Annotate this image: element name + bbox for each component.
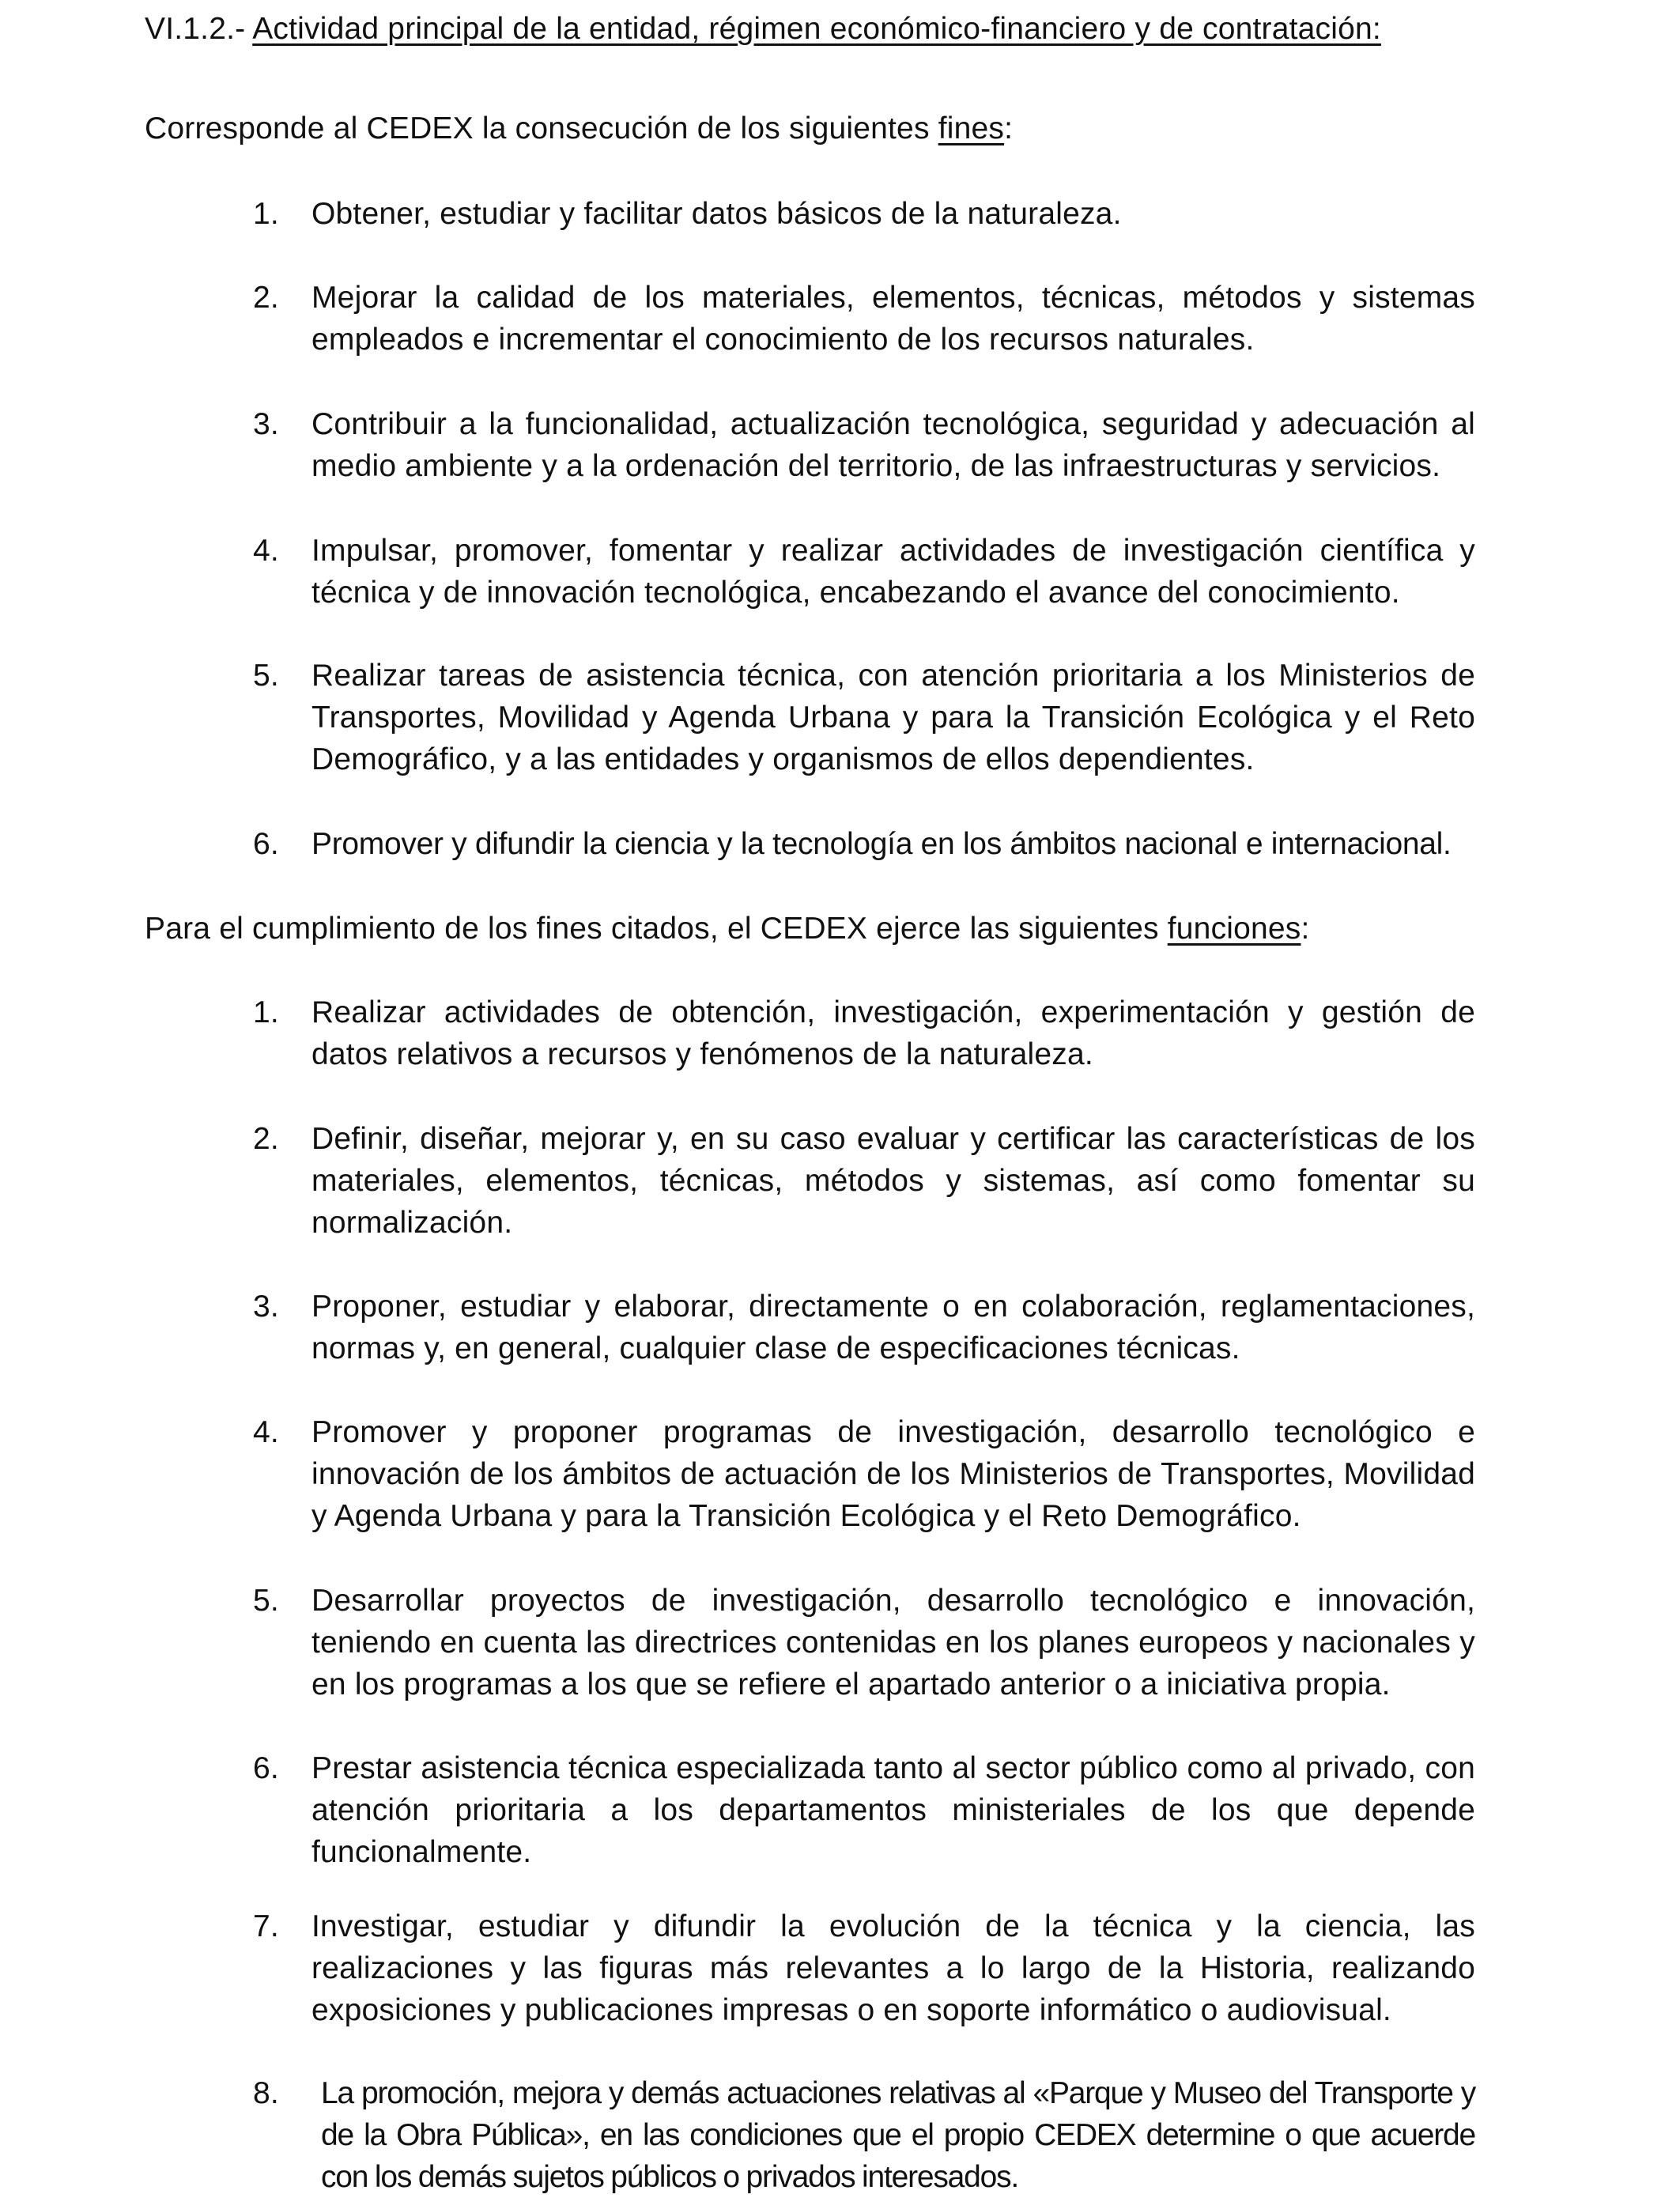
list-item-text: Investigar, estudiar y difundir la evolución de la técnica y la ciencia, las realizaciones y las figuras más relevantes a lo largo de la Historia, realizando exposiciones y publicaciones impresas o en soporte informático o audiovisual. bbox=[311, 1909, 1475, 2027]
list-number: 4. bbox=[253, 534, 279, 568]
list-item-text: Desarrollar proyectos de investigación, desarrollo tecnológico e innovación, teniendo en cuenta las directrices contenidas en los planes europeos y nacionales y en los programas a los que se refiere el apartado anterior o a iniciativa propia. bbox=[311, 1584, 1475, 1701]
funciones-keyword: funciones bbox=[1167, 912, 1301, 946]
list-number: 6. bbox=[253, 1751, 279, 1785]
funciones-intro-colon: : bbox=[1301, 912, 1310, 946]
list-item-text: La promoción, mejora y demás actuaciones relativas al «Parque y Museo del Transporte y de la Obra Pública», en las condiciones que el propio CEDEX determine o que acuerde con los demás sujetos públicos o privados interesados. bbox=[321, 2076, 1475, 2194]
list-number: 8. bbox=[253, 2076, 279, 2110]
list-number: 2. bbox=[253, 1122, 279, 1156]
list-item-text: Proponer, estudiar y elaborar, directamente o en colaboración, reglamentaciones, normas y, en general, cualquier clase de especificaciones técnicas. bbox=[311, 1290, 1475, 1365]
list-item-text: Impulsar, promover, fomentar y realizar actividades de investigación científica y técnica y de innovación tecnológica, encabezando el avance del conocimiento. bbox=[311, 534, 1475, 610]
fines-intro-text: Corresponde al CEDEX la consecución de los siguientes bbox=[145, 111, 938, 145]
list-item-text: Promover y difundir la ciencia y la tecnología en los ámbitos nacional e internacional. bbox=[311, 827, 1452, 861]
list-number: 4. bbox=[253, 1415, 279, 1449]
section-title: Actividad principal de la entidad, régimen económico-financiero y de contratación: bbox=[252, 12, 1381, 46]
list-item-text: Obtener, estudiar y facilitar datos básicos de la naturaleza. bbox=[311, 197, 1122, 231]
list-item-text: Promover y proponer programas de investigación, desarrollo tecnológico e innovación de los ámbitos de actuación de los Ministerios de Transportes, Movilidad y Agenda Urbana y para la Transición Ecológica y el Reto Demográfico. bbox=[311, 1415, 1475, 1533]
list-number: 3. bbox=[253, 407, 279, 441]
list-item-text: Definir, diseñar, mejorar y, en su caso evaluar y certificar las características de los materiales, elementos, técnicas, métodos y sistemas, así como fomentar su normalización. bbox=[311, 1122, 1475, 1240]
fines-intro bbox=[145, 108, 1615, 149]
fines-intro-colon: : bbox=[1004, 111, 1014, 145]
list-item-text: Realizar actividades de obtención, investigación, experimentación y gestión de datos relativos a recursos y fenómenos de la naturaleza. bbox=[311, 995, 1475, 1071]
list-item-text: Contribuir a la funcionalidad, actualización tecnológica, seguridad y adecuación al medio ambiente y a la ordenación del territorio, de las infraestructuras y servicios. bbox=[311, 407, 1475, 483]
list-number: 6. bbox=[253, 827, 279, 861]
section-heading bbox=[145, 8, 1647, 50]
list-number: 5. bbox=[253, 1584, 279, 1618]
list-number: 1. bbox=[253, 995, 279, 1029]
list-item-text: Mejorar la calidad de los materiales, elementos, técnicas, métodos y sistemas empleados e incrementar el conocimiento de los recursos naturales. bbox=[311, 281, 1475, 357]
list-number: 5. bbox=[253, 659, 279, 693]
list-number: 7. bbox=[253, 1909, 279, 1943]
list-number: 1. bbox=[253, 197, 279, 231]
funciones-intro-text: Para el cumplimiento de los fines citados, el CEDEX ejerce las siguientes bbox=[145, 912, 1168, 946]
section-number: VI.1.2.- bbox=[145, 12, 253, 46]
list-number: 3. bbox=[253, 1290, 279, 1324]
list-item-text: Prestar asistencia técnica especializada tanto al sector público como al privado, con atención prioritaria a los departamentos ministeriales de los que depende funcionalmente. bbox=[311, 1751, 1475, 1869]
list-number: 2. bbox=[253, 281, 279, 315]
fines-keyword: fines bbox=[938, 111, 1005, 145]
list-item-text: Realizar tareas de asistencia técnica, con atención prioritaria a los Ministerios de Transportes, Movilidad y Agenda Urbana y para la Transición Ecológica y el Reto Demográfico, y a las entidades y organismos de ellos dependientes. bbox=[311, 659, 1475, 776]
funciones-intro bbox=[145, 908, 1615, 950]
